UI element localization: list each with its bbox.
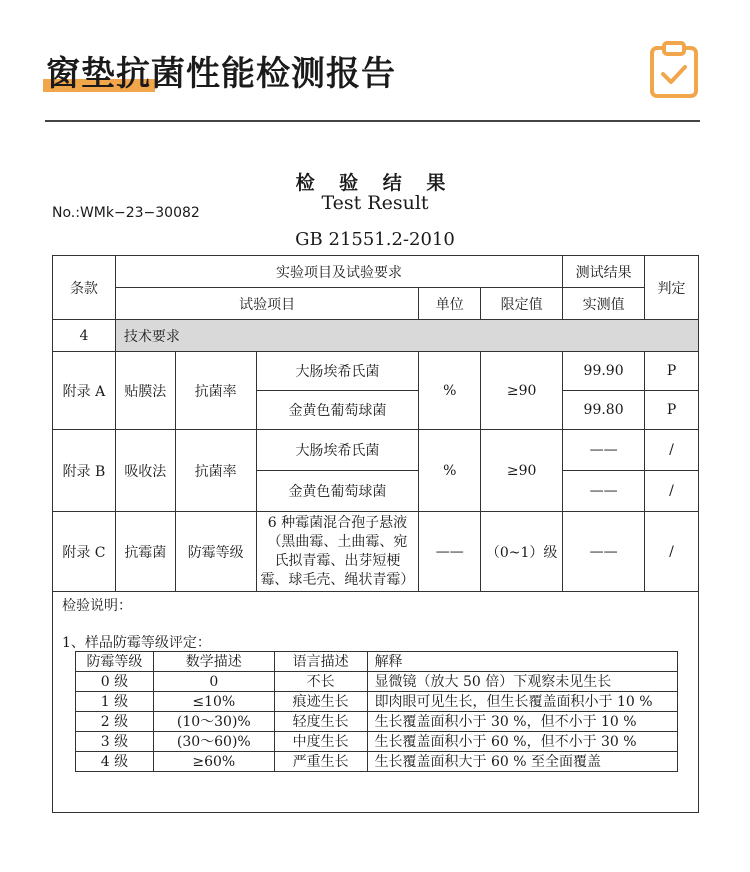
result-table [52, 255, 699, 592]
section-title-cn: 检 验 结 果 [295, 172, 455, 194]
header-unit: 单位 [419, 288, 481, 320]
appendix-a-organism: 大肠埃希氏菌 [256, 352, 419, 391]
appendix-b-judgement: / [645, 471, 699, 512]
appendix-c-limit: （0~1）级 [481, 512, 563, 592]
notes-title: 检验说明： [62, 598, 132, 614]
appendix-c-label: 附录 C [53, 512, 116, 592]
appendix-a-item: 抗菌率 [175, 352, 256, 430]
table-row [53, 352, 699, 391]
appendix-a-unit: % [419, 352, 481, 430]
description-line: 氏拟青霉、出芽短梗 [274, 552, 401, 569]
appendix-b-unit: % [419, 430, 481, 512]
appendix-a-value: 99.80 [563, 391, 645, 430]
grade-level: 1 级 [76, 692, 154, 712]
grade-lang: 不长 [274, 672, 367, 692]
grade-lang: 痕迹生长 [274, 692, 367, 712]
appendix-c-judgement: / [645, 512, 699, 592]
grade-header: 解释 [367, 652, 677, 672]
header-row-2 [53, 288, 699, 320]
appendix-b-method: 吸收法 [115, 430, 175, 512]
grade-row [76, 732, 678, 752]
appendix-b-label: 附录 B [53, 430, 116, 512]
grade-header: 防霉等级 [76, 652, 154, 672]
page-title: 窗垫抗菌性能检测报告 [46, 54, 396, 94]
standard-code: GB 21551.2-2010 [295, 229, 455, 250]
grade-level: 2 级 [76, 712, 154, 732]
section-row [53, 320, 699, 352]
description-line: 6 种霉菌混合孢子悬液 [267, 514, 408, 531]
grade-math: ≥60% [153, 752, 274, 772]
clipboard-check-icon [649, 41, 699, 99]
grade-header-row [76, 652, 678, 672]
grade-explain: 即肉眼可见生长，但生长覆盖面积小于 10 % [367, 692, 677, 712]
grade-row [76, 672, 678, 692]
header-row-1 [53, 256, 699, 288]
header-test-item: 试验项目 [115, 288, 418, 320]
grade-explain: 生长覆盖面积大于 60 % 至全面覆盖 [367, 752, 677, 772]
appendix-b-limit: ≥90 [481, 430, 563, 512]
appendix-c-description [256, 512, 419, 592]
grade-table [75, 651, 678, 772]
table-row [53, 512, 699, 592]
grade-row [76, 712, 678, 732]
grade-title: 1、样品防霉等级评定： [62, 635, 211, 651]
header-limit: 限定值 [481, 288, 563, 320]
appendix-c-item: 防霉等级 [175, 512, 256, 592]
appendix-c-method: 抗霉菌 [115, 512, 175, 592]
appendix-b-item: 抗菌率 [175, 430, 256, 512]
description-line: 霉、球毛壳、绳状青霉） [260, 571, 415, 588]
appendix-a-label: 附录 A [53, 352, 116, 430]
appendix-c-value: —— [563, 512, 645, 592]
appendix-c-unit: —— [419, 512, 481, 592]
grade-header: 数学描述 [153, 652, 274, 672]
section-title-en: Test Result [321, 192, 429, 214]
grade-row [76, 692, 678, 712]
appendix-b-judgement: / [645, 430, 699, 471]
grade-explain: 生长覆盖面积小于 30 %，但不小于 10 % [367, 712, 677, 732]
grade-lang: 严重生长 [274, 752, 367, 772]
appendix-a-value: 99.90 [563, 352, 645, 391]
grade-lang: 轻度生长 [274, 712, 367, 732]
grade-explain: 生长覆盖面积小于 60 %，但不小于 30 % [367, 732, 677, 752]
grade-math: ≤10% [153, 692, 274, 712]
grade-row [76, 752, 678, 772]
report-number: No.:WMk−23−30082 [52, 205, 200, 221]
grade-math: (30～60)% [153, 732, 274, 752]
grade-header: 语言描述 [274, 652, 367, 672]
appendix-b-value: —— [563, 430, 645, 471]
appendix-b-organism: 金黄色葡萄球菌 [256, 471, 419, 512]
header-clause: 条款 [53, 256, 116, 320]
header-judgement: 判定 [645, 256, 699, 320]
appendix-a-organism: 金黄色葡萄球菌 [256, 391, 419, 430]
grade-explain: 显微镜（放大 50 倍）下观察未见生长 [367, 672, 677, 692]
header-requirement: 实验项目及试验要求 [115, 256, 562, 288]
grade-math: (10～30)% [153, 712, 274, 732]
appendix-a-limit: ≥90 [481, 352, 563, 430]
grade-level: 0 级 [76, 672, 154, 692]
appendix-a-judgement: P [645, 352, 699, 391]
grade-math: 0 [153, 672, 274, 692]
description-line: （黑曲霉、土曲霉、宛 [267, 533, 408, 550]
grade-level: 3 级 [76, 732, 154, 752]
header-test-result: 测试结果 [563, 256, 645, 288]
section-clause: 4 [53, 320, 116, 352]
appendix-b-value: —— [563, 471, 645, 512]
grade-level: 4 级 [76, 752, 154, 772]
grade-lang: 中度生长 [274, 732, 367, 752]
appendix-a-judgement: P [645, 391, 699, 430]
appendix-a-method: 贴膜法 [115, 352, 175, 430]
header-measured: 实测值 [563, 288, 645, 320]
section-label: 技术要求 [115, 320, 698, 352]
header-divider [45, 120, 700, 122]
appendix-b-organism: 大肠埃希氏菌 [256, 430, 419, 471]
table-row [53, 430, 699, 471]
